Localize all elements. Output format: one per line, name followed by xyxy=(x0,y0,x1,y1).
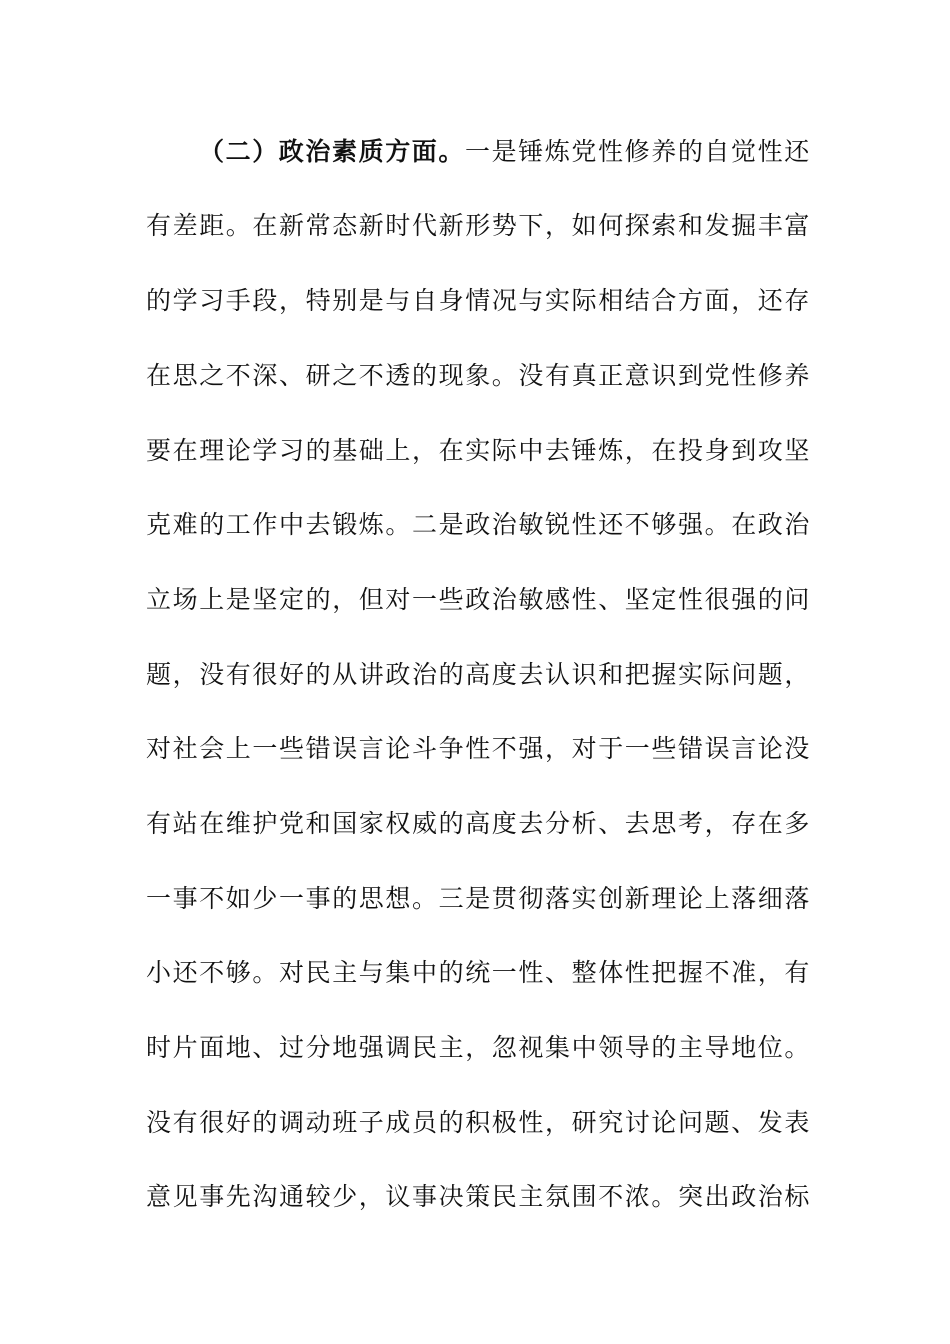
paragraph-line-10: 有站在维护党和国家权威的高度去分析、去思考，存在多 xyxy=(146,809,812,838)
section-heading: （二）政治素质方面。 xyxy=(199,137,466,166)
paragraph-line-8: 题，没有很好的从讲政治的高度去认识和把握实际问题， xyxy=(146,660,812,689)
paragraph-line-6: 克难的工作中去锻炼。二是政治敏锐性还不够强。在政治 xyxy=(146,510,812,539)
paragraph-line-3: 的学习手段，特别是与自身情况与实际相结合方面，还存 xyxy=(146,286,812,315)
paragraph-line-7: 立场上是坚定的，但对一些政治敏感性、坚定性很强的问 xyxy=(146,585,812,614)
paragraph-line-15: 意见事先沟通较少，议事决策民主氛围不浓。突出政治标 xyxy=(146,1182,812,1211)
paragraph-line-12: 小还不够。对民主与集中的统一性、整体性把握不准，有 xyxy=(146,958,812,987)
paragraph-line-5: 要在理论学习的基础上，在实际中去锤炼，在投身到攻坚 xyxy=(146,436,812,465)
paragraph-line-9: 对社会上一些错误言论斗争性不强，对于一些错误言论没 xyxy=(146,734,812,763)
paragraph-line-14: 没有很好的调动班子成员的积极性，研究讨论问题、发表 xyxy=(146,1108,812,1137)
paragraph-line-1 xyxy=(199,132,811,172)
paragraph-line-13: 时片面地、过分地强调民主，忽视集中领导的主导地位。 xyxy=(146,1033,812,1062)
paragraph-line-2: 有差距。在新常态新时代新形势下，如何探索和发掘丰富 xyxy=(146,211,812,240)
paragraph-line-4: 在思之不深、研之不透的现象。没有真正意识到党性修养 xyxy=(146,361,812,390)
paragraph-line-11: 一事不如少一事的思想。三是贯彻落实创新理论上落细落 xyxy=(146,884,812,913)
paragraph-line-1-text: 一是锤炼党性修养的自觉性还 xyxy=(465,137,811,166)
